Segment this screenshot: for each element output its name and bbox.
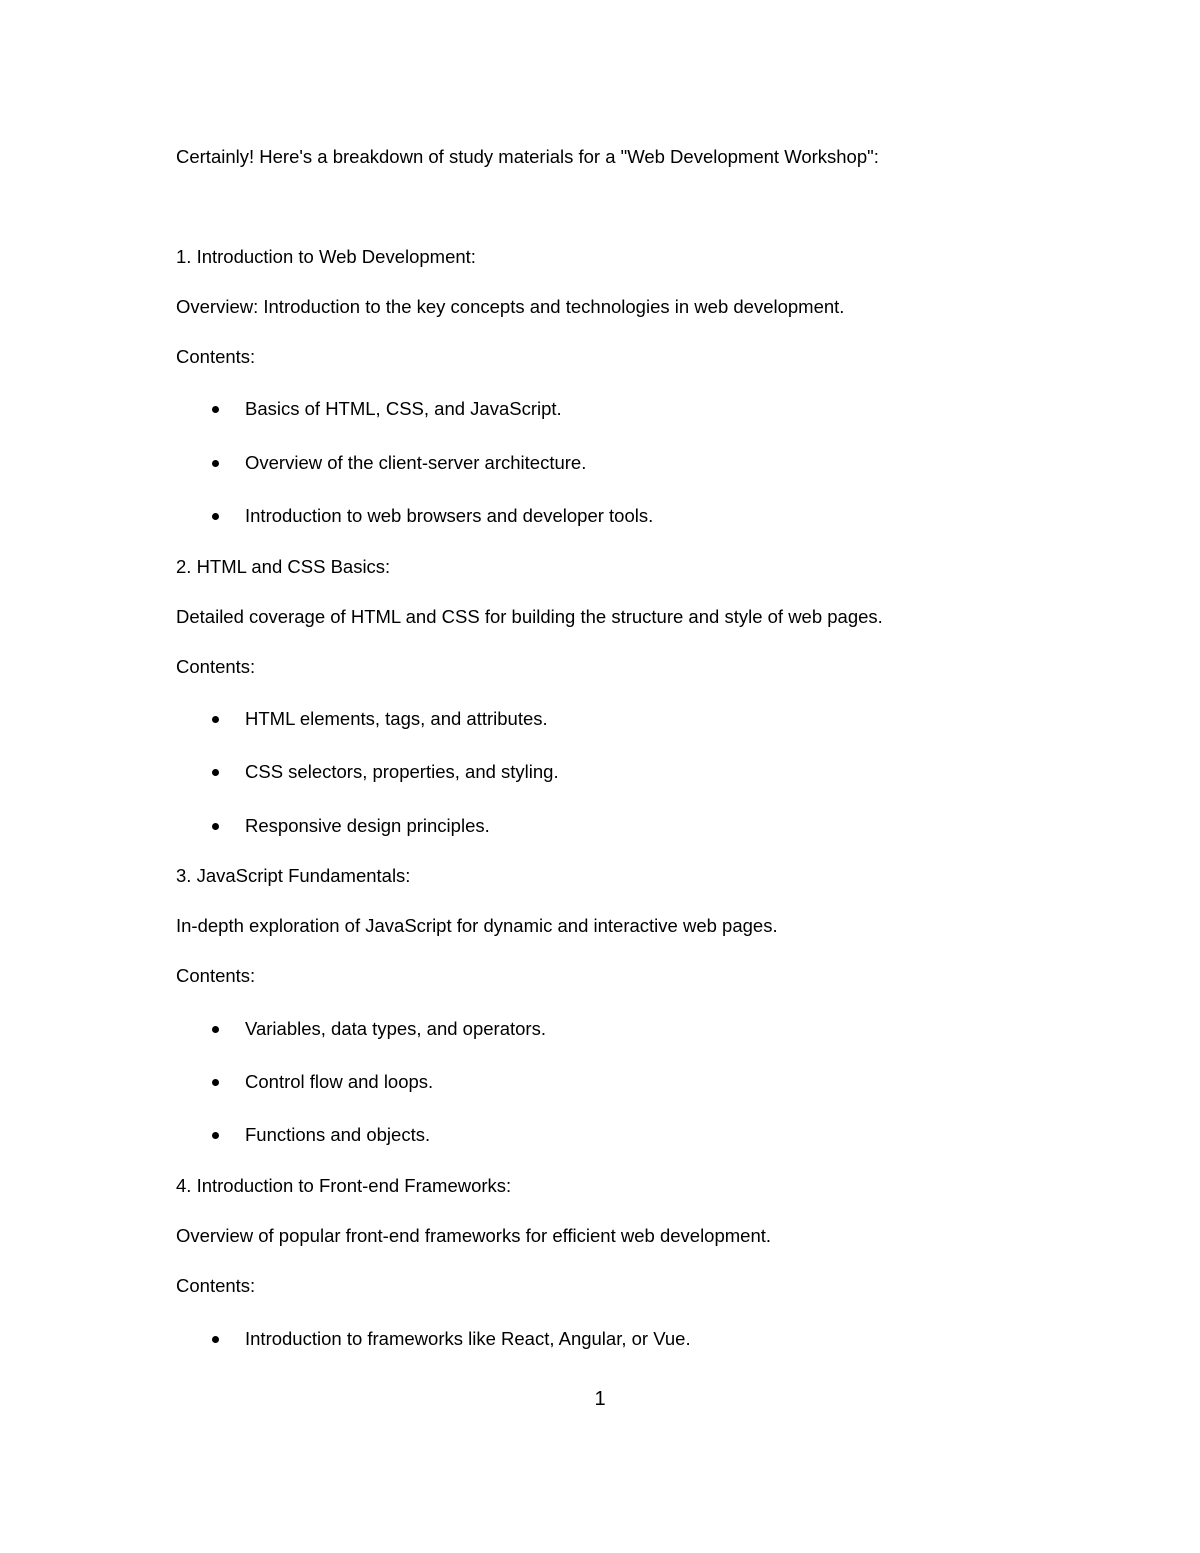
list-item-text: Variables, data types, and operators. <box>245 1018 546 1039</box>
contents-label: Contents: <box>176 656 256 677</box>
list-item-text: Introduction to web browsers and developer tools. <box>245 505 654 526</box>
page-number: 1 <box>594 1388 606 1410</box>
bullet-icon <box>212 460 219 467</box>
bullet-icon <box>212 716 219 723</box>
bullet-icon <box>212 769 219 776</box>
list-item <box>210 1017 546 1041</box>
list-item <box>210 760 559 784</box>
intro-text: Certainly! Here's a breakdown of study materials for a "Web Development Workshop": <box>176 146 879 167</box>
bullet-icon <box>212 1079 219 1086</box>
list-item <box>210 814 490 838</box>
bullet-icon <box>212 1026 219 1033</box>
list-item-text: HTML elements, tags, and attributes. <box>245 708 548 729</box>
section-overview: In-depth exploration of JavaScript for dynamic and interactive web pages. <box>176 915 778 936</box>
section-heading: 3. JavaScript Fundamentals: <box>176 865 411 886</box>
list-item-text: Basics of HTML, CSS, and JavaScript. <box>245 398 562 419</box>
list-item-text: Overview of the client-server architecture. <box>245 452 587 473</box>
section-heading: 1. Introduction to Web Development: <box>176 246 476 267</box>
list-item-text: Introduction to frameworks like React, Angular, or Vue. <box>245 1328 691 1349</box>
section-overview: Detailed coverage of HTML and CSS for building the structure and style of web pages. <box>176 606 883 627</box>
list-item <box>210 1070 433 1094</box>
section-heading: 2. HTML and CSS Basics: <box>176 556 391 577</box>
list-item <box>210 1327 691 1351</box>
list-item <box>210 397 562 421</box>
list-item <box>210 1123 430 1147</box>
list-item <box>210 451 586 475</box>
bullet-icon <box>212 406 219 413</box>
list-item <box>210 504 653 528</box>
contents-label: Contents: <box>176 1275 256 1296</box>
bullet-icon <box>212 1132 219 1139</box>
contents-label: Contents: <box>176 346 256 367</box>
bullet-icon <box>212 823 219 830</box>
list-item <box>210 707 548 731</box>
list-item-text: CSS selectors, properties, and styling. <box>245 761 559 782</box>
contents-label: Contents: <box>176 965 256 986</box>
section-overview: Overview: Introduction to the key concepts and technologies in web development. <box>176 296 845 317</box>
list-item-text: Functions and objects. <box>245 1124 431 1145</box>
list-item-text: Control flow and loops. <box>245 1071 434 1092</box>
section-overview: Overview of popular front-end frameworks for efficient web development. <box>176 1225 772 1246</box>
section-heading: 4. Introduction to Front-end Frameworks: <box>176 1175 512 1196</box>
bullet-icon <box>212 1336 219 1343</box>
list-item-text: Responsive design principles. <box>245 815 490 836</box>
bullet-icon <box>212 513 219 520</box>
